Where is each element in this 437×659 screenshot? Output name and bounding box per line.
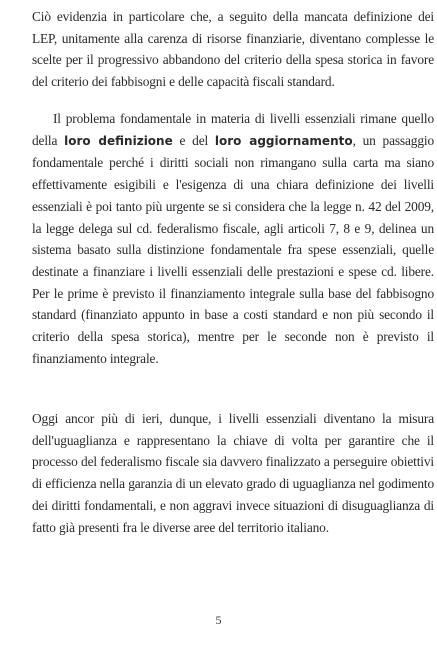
bold-phrase-aggiornamento: loro aggiornamento: [214, 133, 353, 148]
paragraph-1: Ciò evidenzia in particolare che, a seguito della mancata definizione dei LEP, unitamente alla carenza di risorse finanziarie, diventano complesse le scelte per il progressivo abbandono del criterio della spesa storica in favore del criterio dei fabbisogni e delle capacità fiscali standard.: [32, 9, 434, 90]
paragraph-2: [32, 108, 434, 369]
page-number: 5: [215, 613, 222, 627]
paragraph-2-text-c: , un passaggio fondamentale perché i diritti sociali non rimangano sulla carta ma siano effettivamente esigibili e l'esigenza di una chiara definizione dei livelli essenziali è poi tanto più urgente se si considera che la legge n. 42 del 2009, la legge delega sul cd. federalismo fiscale, agli articoli 7, 8 e 9, delinea un sistema basato sulla distinzione fondamentale fra spese essenziali, quelle destinate a finanziare i livelli essenziali delle prestazioni e spese cd. libere. Per le prime è previsto il finanziamento integrale sulla base del fabbisogno standard (finanziato appunto in base a costi standard e non più secondo il criterio della spesa storica), mentre per le seconde non è previsto il finanziamento integrale.: [32, 132, 434, 366]
paragraph-3: Oggi ancor più di ieri, dunque, i livelli essenziali diventano la misura dell'uguaglianza e rappresentano la chiave di volta per garantire che il processo del federalismo fiscale sia davvero finalizzato a perseguire obiettivi di efficienza nella garanzia di un elevato grado di uguaglianza nel godimento dei diritti fondamentali, e non aggravi invece situazioni di disuguaglianza di fatto già presenti fra le diverse aree del territorio italiano.: [32, 411, 434, 535]
paragraph-2-text-b: e del: [172, 132, 215, 148]
bold-phrase-definizione: loro definizione: [64, 133, 173, 148]
paragraph-2-text-a: Il problema fondamentale in materia di livelli essenziali rimane quello della: [32, 111, 434, 148]
